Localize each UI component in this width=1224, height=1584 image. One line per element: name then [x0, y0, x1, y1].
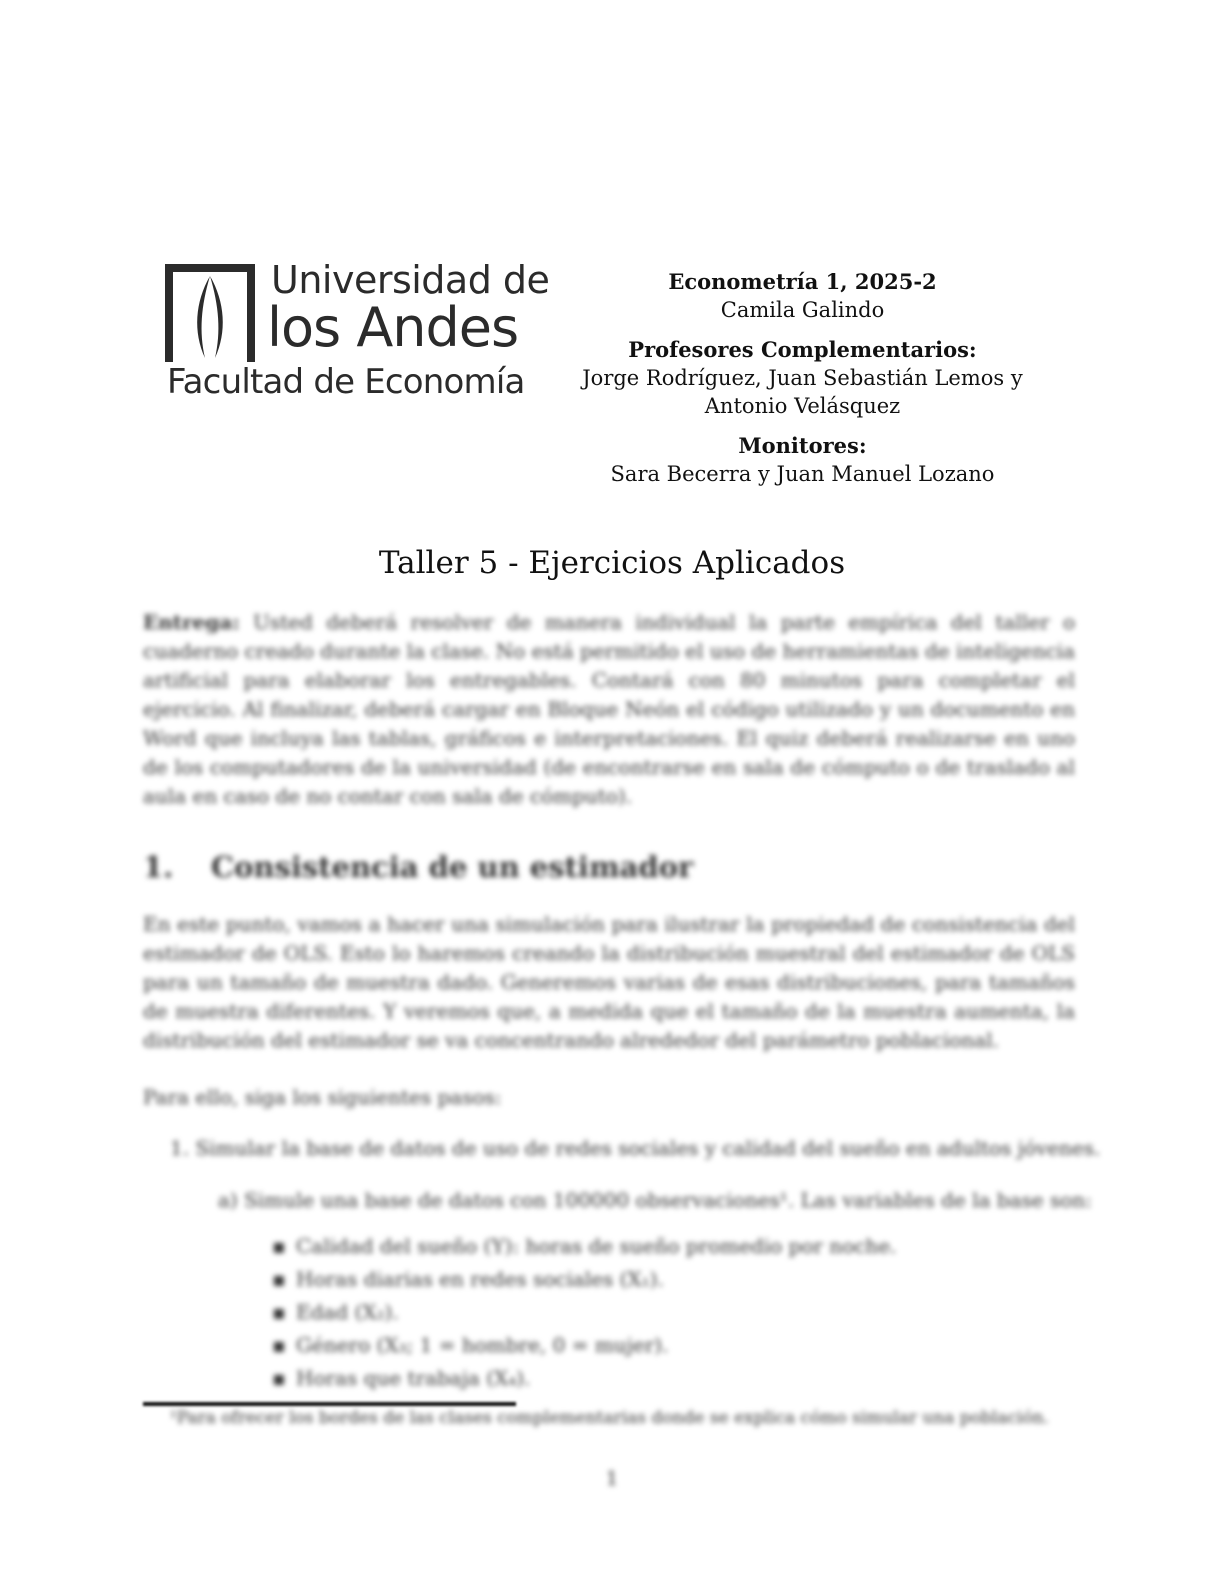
- list-item: ▪ Horas que trabaja (X₄).: [272, 1366, 531, 1390]
- university-emblem-icon: [165, 262, 255, 364]
- section-title: Consistencia de un estimador: [211, 850, 694, 884]
- complementary-heading: Profesores Complementarios:: [628, 337, 977, 362]
- section-heading: [143, 850, 693, 884]
- list-item: ▪ Horas diarias en redes sociales (X₁).: [272, 1267, 664, 1291]
- list-item: ▪ Calidad del sueño (Y): horas de sueño promedio por noche.: [272, 1234, 897, 1258]
- list-item: ▪ Género (X₃; 1 = hombre, 0 = mujer).: [272, 1333, 669, 1357]
- university-logo: [165, 258, 550, 408]
- logo-faculty-text: Facultad de Economía: [167, 362, 525, 402]
- footnote-rule: [143, 1402, 516, 1406]
- section-number: 1.: [143, 850, 174, 884]
- step-1a: a) Simule una base de datos con 100000 observaciones¹. Las variables de la base son:: [218, 1188, 1092, 1212]
- delivery-text: Usted deberá resolver de manera individual la parte empírica del taller o cuaderno creado durante la clase. No está permitido el uso de herramientas de inteligencia artificial para elaborar los entregables. Contará con 80 minutos para completar el ejercicio. Al finalizar, deberá cargar en Bloque Neón el código utilizado y un documento en Word que incluya las tablas, gráficos e interpretaciones. El quiz deberá realizarse en uno de los computadores de la universidad (de encontrarse en sala de cómputo o de traslado al aula en caso de no contar con sala de cómputo).: [143, 610, 1075, 808]
- professor-name: Camila Galindo: [720, 298, 885, 322]
- delivery-label: Entrega:: [143, 610, 240, 634]
- monitors-heading: Monitores:: [738, 433, 867, 458]
- steps-intro: Para ello, siga los siguientes pasos:: [143, 1085, 502, 1109]
- footnote: ¹Para ofrecer los bordes de las clases complementarias donde se explica cómo simular una población.: [170, 1408, 1049, 1428]
- logo-university-text: Universidad de: [271, 258, 550, 302]
- variables-list: [272, 1230, 897, 1395]
- course-name: Econometría 1, 2025-2: [668, 269, 937, 294]
- complementary-professors-line2: Antonio Velásquez: [704, 394, 901, 418]
- list-item: ▪ Edad (X₂).: [272, 1300, 399, 1324]
- course-info: [575, 268, 1030, 488]
- complementary-professors-line1: Jorge Rodríguez, Juan Sebastián Lemos y: [582, 366, 1023, 390]
- step-1: 1. Simular la base de datos de uso de redes sociales y calidad del sueño en adultos jóvenes.: [170, 1136, 1101, 1160]
- page-number: 1: [605, 1466, 619, 1490]
- monitors-names: Sara Becerra y Juan Manuel Lozano: [610, 462, 995, 486]
- logo-andes-text: los Andes: [267, 296, 519, 359]
- document-title: Taller 5 - Ejercicios Aplicados: [378, 545, 846, 581]
- delivery-paragraph: [143, 608, 1075, 811]
- intro-paragraph: En este punto, vamos a hacer una simulación para ilustrar la propiedad de consistencia del estimador de OLS. Esto lo haremos creando la distribución muestral del estimador de OLS para un tamaño de muestra dado. Generemos varias de esas distribuciones, para tamaños de muestra diferentes. Y veremos que, a medida que el tamaño de la muestra aumenta, la distribución del estimador se va concentrando alrededor del parámetro poblacional.: [143, 912, 1075, 1052]
